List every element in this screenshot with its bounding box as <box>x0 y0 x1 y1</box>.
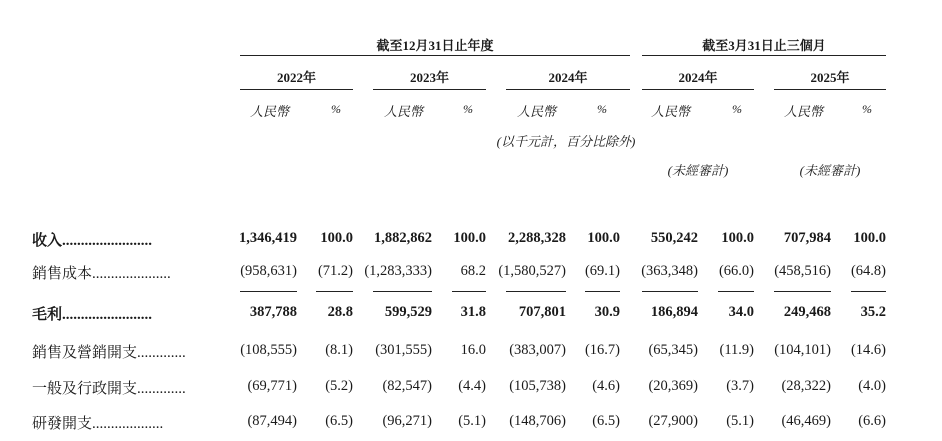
amount-cell-rd-expenses: (27,900) <box>648 413 698 429</box>
subtotal-rule <box>642 291 698 292</box>
percent-cell-revenue: 100.0 <box>587 230 620 246</box>
year-header-2025-q1: 2025年 <box>810 70 850 85</box>
amount-cell-selling-marketing-expenses: (301,555) <box>375 342 432 358</box>
percent-cell-gross-profit: 30.9 <box>594 304 620 320</box>
percent-cell-gross-profit: 34.0 <box>728 304 754 320</box>
subtotal-rule <box>506 291 566 292</box>
percent-cell-general-admin-expenses: (3.7) <box>726 378 754 394</box>
amount-cell-gross-profit: 186,894 <box>650 304 698 320</box>
subtotal-rule <box>718 291 754 292</box>
percent-cell-revenue: 100.0 <box>320 230 353 246</box>
row-label-revenue: 收入........................ <box>32 233 153 249</box>
percent-header: % <box>862 102 872 116</box>
row-label-general-admin-expenses: 一般及行政開支............. <box>32 381 186 397</box>
year-header-2024-q1: 2024年 <box>678 70 718 85</box>
amount-cell-gross-profit: 599,529 <box>384 304 432 320</box>
group-rule-fiscal-year <box>240 55 630 56</box>
amount-cell-general-admin-expenses: (28,322) <box>781 378 831 394</box>
amount-cell-cost-of-sales: (1,580,527) <box>498 263 566 279</box>
amount-cell-general-admin-expenses: (105,738) <box>509 378 566 394</box>
percent-cell-revenue: 100.0 <box>721 230 754 246</box>
amount-cell-revenue: 1,346,419 <box>239 230 297 246</box>
percent-cell-cost-of-sales: 68.2 <box>460 263 486 279</box>
amount-cell-rd-expenses: (148,706) <box>509 413 566 429</box>
amount-cell-revenue: 1,882,862 <box>374 230 432 246</box>
unit-note: (以千元計，百分比除外) <box>496 134 636 149</box>
row-label-selling-marketing-expenses: 銷售及營銷開支............. <box>32 345 186 361</box>
unaudited-note-2025: (未經審計) <box>799 163 861 178</box>
percent-cell-general-admin-expenses: (4.0) <box>858 378 886 394</box>
year-rule-2023 <box>373 89 486 90</box>
amount-cell-gross-profit: 249,468 <box>783 304 831 320</box>
amount-cell-selling-marketing-expenses: (65,345) <box>648 342 698 358</box>
percent-cell-revenue: 100.0 <box>853 230 886 246</box>
year-header-2022: 2022年 <box>276 70 316 85</box>
percent-cell-cost-of-sales: (71.2) <box>317 263 353 279</box>
amount-cell-cost-of-sales: (1,283,333) <box>364 263 432 279</box>
percent-cell-revenue: 100.0 <box>453 230 486 246</box>
amount-cell-revenue: 550,242 <box>650 230 698 246</box>
amount-cell-general-admin-expenses: (20,369) <box>648 378 698 394</box>
currency-header: 人民幣 <box>651 104 691 119</box>
year-rule-2024 <box>506 89 630 90</box>
percent-cell-general-admin-expenses: (4.6) <box>592 378 620 394</box>
group-header-fiscal-year: 截至12月31日止年度 <box>376 38 494 53</box>
percent-cell-gross-profit: 35.2 <box>860 304 886 320</box>
year-header-2024: 2024年 <box>548 70 588 85</box>
percent-cell-selling-marketing-expenses: (8.1) <box>325 342 353 358</box>
amount-cell-revenue: 707,984 <box>783 230 831 246</box>
percent-cell-cost-of-sales: (69.1) <box>584 263 620 279</box>
subtotal-rule <box>452 291 486 292</box>
amount-cell-general-admin-expenses: (69,771) <box>247 378 297 394</box>
amount-cell-rd-expenses: (46,469) <box>781 413 831 429</box>
subtotal-rule <box>373 291 432 292</box>
group-header-three-months: 截至3月31日止三個月 <box>702 38 826 53</box>
currency-header: 人民幣 <box>784 104 824 119</box>
amount-cell-cost-of-sales: (458,516) <box>774 263 831 279</box>
amount-cell-general-admin-expenses: (82,547) <box>382 378 432 394</box>
subtotal-rule <box>851 291 886 292</box>
amount-cell-gross-profit: 707,801 <box>518 304 566 320</box>
row-label-rd-expenses: 研發開支................... <box>32 416 164 432</box>
amount-cell-selling-marketing-expenses: (104,101) <box>774 342 831 358</box>
percent-header: % <box>331 102 341 116</box>
percent-cell-selling-marketing-expenses: (16.7) <box>584 342 620 358</box>
amount-cell-rd-expenses: (87,494) <box>247 413 297 429</box>
currency-header: 人民幣 <box>517 104 557 119</box>
amount-cell-cost-of-sales: (958,631) <box>240 263 297 279</box>
percent-cell-rd-expenses: (6.6) <box>858 413 886 429</box>
percent-cell-selling-marketing-expenses: 16.0 <box>460 342 486 358</box>
percent-cell-rd-expenses: (6.5) <box>325 413 353 429</box>
percent-cell-rd-expenses: (5.1) <box>726 413 754 429</box>
percent-cell-rd-expenses: (5.1) <box>458 413 486 429</box>
amount-cell-cost-of-sales: (363,348) <box>641 263 698 279</box>
currency-header: 人民幣 <box>384 104 424 119</box>
percent-cell-general-admin-expenses: (4.4) <box>458 378 486 394</box>
subtotal-rule <box>240 291 297 292</box>
group-rule-three-months <box>642 55 886 56</box>
subtotal-rule <box>316 291 353 292</box>
amount-cell-selling-marketing-expenses: (108,555) <box>240 342 297 358</box>
amount-cell-rd-expenses: (96,271) <box>382 413 432 429</box>
amount-cell-revenue: 2,288,328 <box>508 230 566 246</box>
amount-cell-selling-marketing-expenses: (383,007) <box>509 342 566 358</box>
percent-cell-gross-profit: 28.8 <box>327 304 353 320</box>
percent-cell-cost-of-sales: (64.8) <box>850 263 886 279</box>
percent-header: % <box>463 102 473 116</box>
subtotal-rule <box>774 291 831 292</box>
percent-cell-rd-expenses: (6.5) <box>592 413 620 429</box>
row-label-cost-of-sales: 銷售成本..................... <box>32 266 171 282</box>
unaudited-note-2024: (未經審計) <box>667 163 729 178</box>
year-rule-2025-q1 <box>774 89 886 90</box>
year-rule-2022 <box>240 89 353 90</box>
percent-cell-selling-marketing-expenses: (14.6) <box>850 342 886 358</box>
percent-cell-gross-profit: 31.8 <box>460 304 486 320</box>
percent-cell-cost-of-sales: (66.0) <box>718 263 754 279</box>
row-label-gross-profit: 毛利........................ <box>32 307 153 323</box>
year-rule-2024-q1 <box>642 89 754 90</box>
currency-header: 人民幣 <box>250 104 290 119</box>
subtotal-rule <box>585 291 620 292</box>
year-header-2023: 2023年 <box>409 70 449 85</box>
percent-cell-general-admin-expenses: (5.2) <box>325 378 353 394</box>
amount-cell-gross-profit: 387,788 <box>249 304 297 320</box>
percent-cell-selling-marketing-expenses: (11.9) <box>719 342 754 358</box>
percent-header: % <box>732 102 742 116</box>
percent-header: % <box>597 102 607 116</box>
